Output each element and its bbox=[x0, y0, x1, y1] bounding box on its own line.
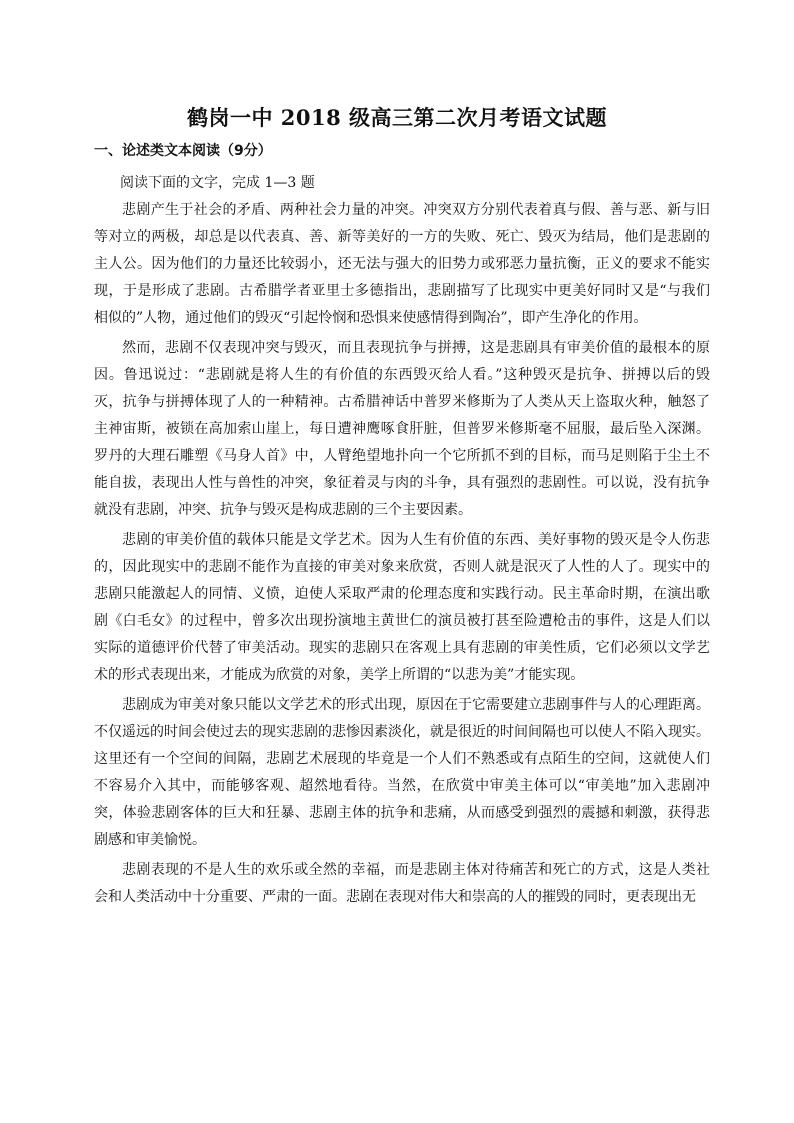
reading-instruction: 阅读下面的文字，完成 1—3 题 bbox=[120, 175, 315, 191]
paragraph-line: 悲剧产生于社会的矛盾、两种社会力量的冲突。冲突双方分别代表着真与假、善与恶、新与旧 bbox=[122, 202, 710, 218]
paragraph-line: 主神宙斯，被锁在高加索山崖上，每日遭神鹰啄食肝脏，但普罗米修斯毫不屈服，最后坠入深渊。 bbox=[94, 421, 710, 437]
paragraph-line: 不仅遥远的时间会使过去的现实悲剧的悲惨因素淡化，就是很近的时间间隔也可以使人不陷入现实。 bbox=[94, 724, 710, 740]
paragraph-line: 突，体验悲剧客体的巨大和狂暴、悲剧主体的抗争和悲痛，从而感受到强烈的震撼和刺激，获得悲 bbox=[94, 805, 710, 821]
section-heading: 一、论述类文本阅读（9分） bbox=[94, 143, 272, 159]
paragraph-line: 悲剧只能激起人的同情、义愤，迫使人采取严肃的伦理态度和实践行动。民主革命时期，在演出歌 bbox=[94, 586, 710, 602]
paragraph-line: 悲剧表现的不是人生的欢乐或全然的幸福，而是悲剧主体对待痛苦和死亡的方式，这是人类社 bbox=[122, 862, 710, 878]
paragraph-line: 的，因此现实中的悲剧不能作为直接的审美对象来欣赏，否则人就是泯灭了人性的人了。现实中的 bbox=[94, 559, 710, 575]
paragraph-line: 灭，抗争与拼搏体现了人的一种精神。古希腊神话中普罗米修斯为了人类从天上盗取火种，触怒了 bbox=[94, 394, 710, 410]
paragraph-line: 不容易介入其中，而能够客观、超然地看待。当然，在欣赏中审美主体可以“审美地”加入悲剧冲 bbox=[94, 778, 710, 794]
paragraph-line: 会和人类活动中十分重要、严肃的一面。悲剧在表现对伟大和崇高的人的摧毁的同时，更表现出无 bbox=[94, 889, 696, 905]
passage-paragraph bbox=[94, 335, 710, 524]
paragraph-line: 就没有悲剧，冲突、抗争与毁灭是构成悲剧的三个主要因素。 bbox=[94, 502, 472, 518]
paragraph-line: 现，于是形成了悲剧。古希腊学者亚里士多德指出，悲剧描写了比现实中更美好同时又是“与我们 bbox=[94, 283, 710, 299]
paragraph-line: 主人公。因为他们的力量还比较弱小，还无法与强大的旧势力或邪恶力量抗衡，正义的要求不能实 bbox=[94, 256, 710, 272]
paragraph-line: 剧《白毛女》的过程中，曾多次出现扮演地主黄世仁的演员被打甚至险遭枪击的事件，这是人们以 bbox=[94, 613, 710, 629]
paragraph-line: 等对立的两极，却总是以代表真、善、新等美好的一方的失败、死亡、毁灭为结局，他们是悲剧的 bbox=[94, 229, 710, 245]
paragraph-line: 悲剧的审美价值的载体只能是文学艺术。因为人生有价值的东西、美好事物的毁灭是令人伤悲 bbox=[122, 532, 710, 548]
paragraph-line: 罗丹的大理石雕塑《马身人首》中，人臂绝望地扑向一个它所抓不到的目标，而马足则陷于尘土不 bbox=[94, 448, 710, 464]
paragraph-line: 实际的道德评价代替了审美活动。现实的悲剧只在客观上具有悲剧的审美性质，它们必须以文学艺 bbox=[94, 640, 710, 656]
passage-paragraph bbox=[94, 527, 710, 689]
passage-paragraph bbox=[94, 197, 710, 332]
paragraph-line: 然而，悲剧不仅表现冲突与毁灭，而且表现抗争与拼搏，这是悲剧具有审美价值的最根本的原 bbox=[122, 340, 710, 356]
paragraph-line: 这里还有一个空间的间隔，悲剧艺术展现的毕竟是一个人们不熟悉或有点陌生的空间，这就使人们 bbox=[94, 751, 710, 767]
paragraph-line: 术的形式表现出来，才能成为欣赏的对象，美学上所谓的“以悲为美”才能实现。 bbox=[94, 667, 585, 683]
paragraph-line: 能自拔，表现出人性与兽性的冲突，象征着灵与肉的斗争，具有强烈的悲剧性。可以说，没有抗争 bbox=[94, 475, 710, 491]
passage-body bbox=[94, 197, 710, 914]
paragraph-line: 悲剧成为审美对象只能以文学艺术的形式出现，原因在于它需要建立悲剧事件与人的心理距离。 bbox=[122, 697, 710, 713]
paragraph-line: 剧感和审美愉悦。 bbox=[94, 832, 206, 848]
paragraph-line: 因。鲁迅说过：“悲剧就是将人生的有价值的东西毁灭给人看。”这种毁灭是抗争、拼搏以后的毁 bbox=[94, 367, 710, 383]
exam-title: 鹤岗一中 2018 级高三第二次月考语文试题 bbox=[186, 105, 608, 130]
paragraph-line: 相似的”人物，通过他们的毁灭“引起怜悯和恐惧来使感情得到陶冶”，即产生净化的作用。 bbox=[94, 310, 648, 326]
passage-paragraph bbox=[94, 692, 710, 854]
passage-paragraph bbox=[94, 857, 710, 911]
